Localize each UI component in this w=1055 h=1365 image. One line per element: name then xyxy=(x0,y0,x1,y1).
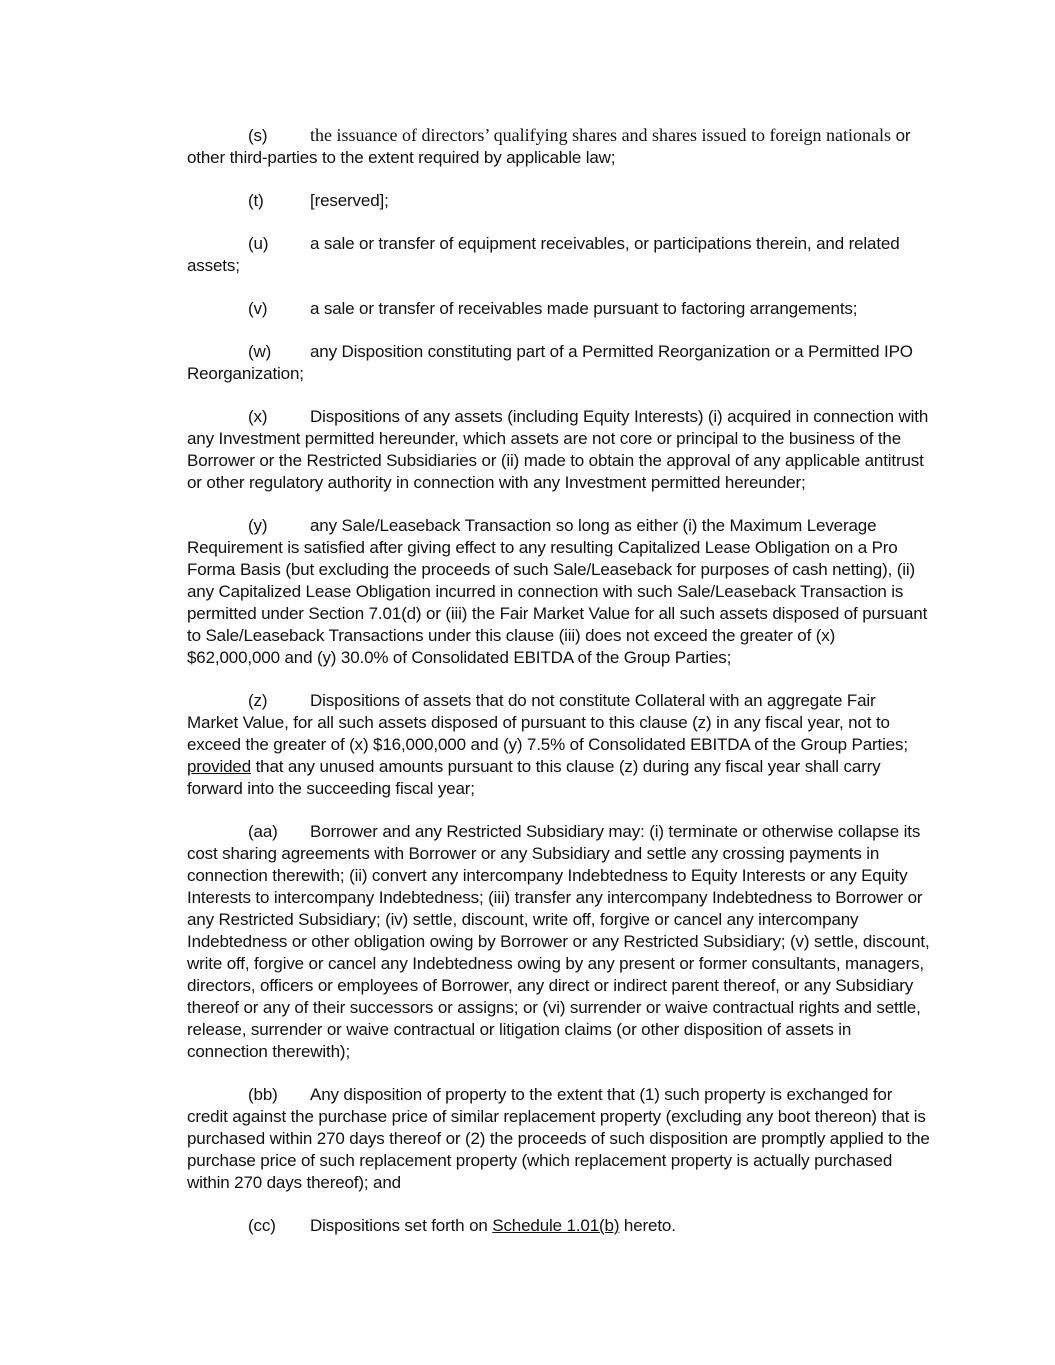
clause-label: (s) xyxy=(248,126,268,145)
clause-text: Dispositions of any assets (including Equity Interests) (i) acquired in connection with any Investment permitted hereunder, which assets are not core or principal to the business of the Borrower or the Restricted Subsidiaries or (ii) made to obtain the approval of any applicable antitrust or other regulatory authority in connection with any Investment permitted hereunder; xyxy=(187,407,929,492)
clause-text: any Disposition constituting part of a Permitted Reorganization or a Permitted IPO Reorganization; xyxy=(187,342,913,383)
clause-text: Borrower and any Restricted Subsidiary may: (i) terminate or otherwise collapse its cost sharing agreements with Borrower or any Subsidiary and settle any crossing payments in connection therewith; (ii) convert any intercompany Indebtedness to Equity Interests or any Equity Interests to intercompany Indebtedness; (iii) transfer any intercompany Indebtedness to Borrower or any Restricted Subsidiary; (iv) settle, discount, write off, forgive or cancel any intercompany Indebtedness or other obligation owing by Borrower or any Restricted Subsidiary; (v) settle, discount, write off, forgive or cancel any Indebtedness owing by any present or former consultants, managers, directors, officers or employees of Borrower, any direct or indirect parent thereof, or any Subsidiary thereof or any of their successors or assigns; or (vi) surrender or waive contractual rights and settle, release, surrender or waive contractual or litigation claims (or other disposition of assets in connection therewith); xyxy=(187,822,930,1061)
underlined-term: Schedule 1.01(b) xyxy=(492,1216,620,1235)
clause-text: Any disposition of property to the extent that (1) such property is exchanged for credit against the purchase price of similar replacement property (excluding any boot thereon) that is purchased within 270 days thereof or (2) the proceeds of such disposition are promptly applied to the purchase price of such replacement property (which replacement property is actually purchased within 270 days thereof); and xyxy=(187,1085,930,1192)
clause-label: (x) xyxy=(248,407,268,426)
clause-label: (aa) xyxy=(248,822,278,841)
clause-text: [reserved]; xyxy=(310,191,389,210)
clause-label: (z) xyxy=(248,691,268,710)
clause-text: that any unused amounts pursuant to this clause (z) during any fiscal year shall carry forward into the succeeding fiscal year; xyxy=(187,757,881,798)
clause-label: (w) xyxy=(248,342,272,361)
clause-text: or other third-parties to the extent required by applicable law; xyxy=(187,126,911,167)
underlined-term: provided xyxy=(187,757,252,776)
clause-paragraph xyxy=(187,190,931,212)
clause-label: (bb) xyxy=(248,1085,278,1104)
clause-label: (cc) xyxy=(248,1216,276,1235)
clause-paragraph xyxy=(187,1215,931,1237)
clause-paragraph xyxy=(187,406,931,494)
clause-label: (u) xyxy=(248,234,269,253)
clause-paragraph xyxy=(187,515,931,669)
clause-label: (y) xyxy=(248,516,268,535)
clause-text: Dispositions set forth on xyxy=(310,1216,493,1235)
clause-text: a sale or transfer of equipment receivables, or participations therein, and related assets; xyxy=(187,234,900,275)
clause-text: any Sale/Leaseback Transaction so long as either (i) the Maximum Leverage Requirement is satisfied after giving effect to any resulting Capitalized Lease Obligation on a Pro Forma Basis (but excluding the proceeds of such Sale/Leaseback for purposes of cash netting), (ii) any Capitalized Lease Obligation incurred in connection with such Sale/Leaseback Transaction is permitted under Section 7.01(d) or (iii) the Fair Market Value for all such assets disposed of pursuant to Sale/Leaseback Transactions under this clause (iii) does not exceed the greater of (x) $62,000,000 and (y) 30.0% of Consolidated EBITDA of the Group Parties; xyxy=(187,516,928,667)
clause-label: (v) xyxy=(248,299,268,318)
clause-paragraph xyxy=(187,821,931,1063)
clause-list xyxy=(187,124,931,1237)
clause-paragraph xyxy=(187,341,931,385)
clause-text: Dispositions of assets that do not constitute Collateral with an aggregate Fair Market Value, for all such assets disposed of pursuant to this clause (z) in any fiscal year, not to exceed the greater of (x) $16,000,000 and (y) 7.5% of Consolidated EBITDA of the Group Parties; xyxy=(187,691,908,754)
document-page xyxy=(187,124,931,1258)
clause-paragraph xyxy=(187,690,931,800)
clause-paragraph xyxy=(187,1084,931,1194)
clause-text: the issuance of directors’ qualifying shares and shares issued to foreign nationals xyxy=(310,125,892,145)
clause-text: hereto. xyxy=(619,1216,676,1235)
clause-paragraph xyxy=(187,298,931,320)
clause-text: a sale or transfer of receivables made pursuant to factoring arrangements; xyxy=(310,299,858,318)
clause-paragraph xyxy=(187,124,931,169)
clause-paragraph xyxy=(187,233,931,277)
clause-label: (t) xyxy=(248,191,264,210)
